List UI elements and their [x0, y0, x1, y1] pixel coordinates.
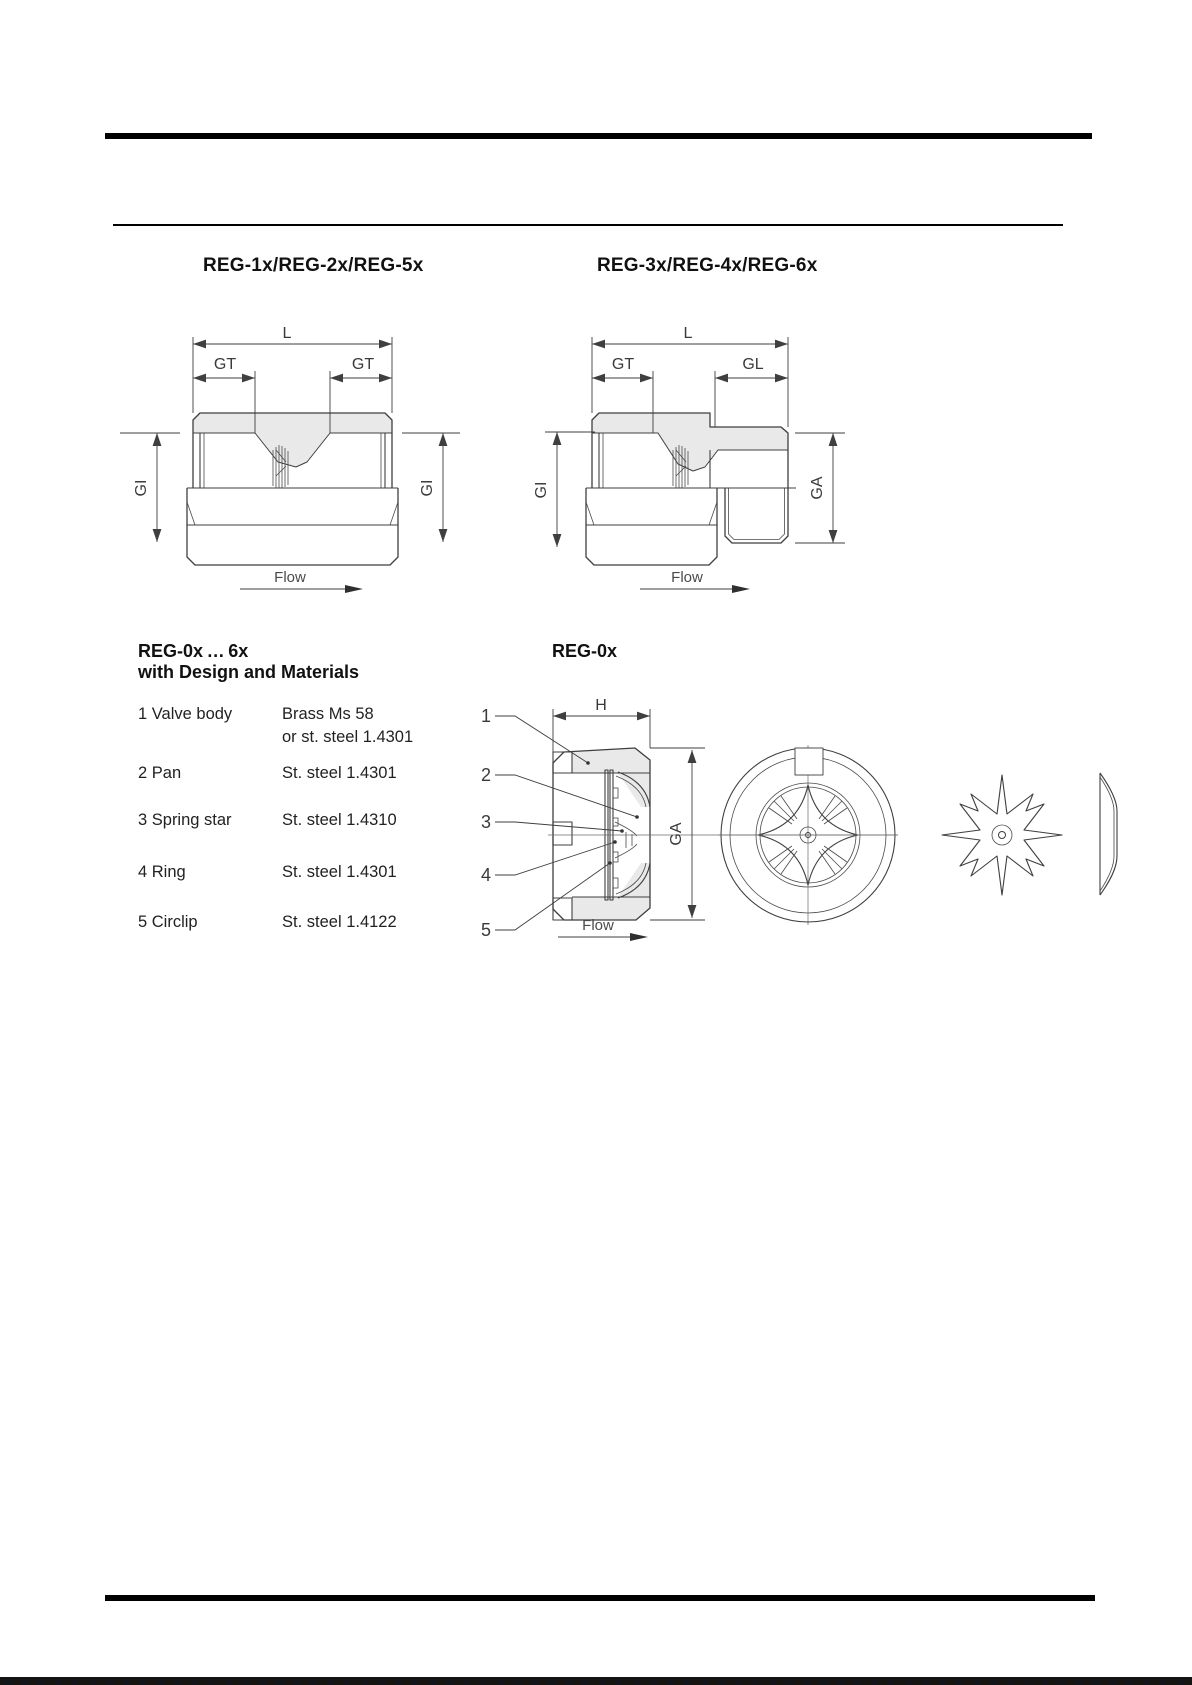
dimension-GI-left [120, 433, 180, 542]
material-row-value: St. steel 1.4301 [282, 863, 397, 881]
material-row-label: 2 Pan [138, 764, 182, 782]
flow-label: Flow [671, 569, 703, 586]
scan-edge-strip [0, 1677, 1192, 1685]
top-rule [105, 133, 1092, 139]
dim-label-L: L [282, 325, 292, 342]
valve-body-hex-outline [187, 488, 398, 565]
dimension-L [592, 325, 788, 427]
spring-star-side-view [1100, 773, 1117, 895]
materials-heading-line1: REG-0x … 6x [138, 641, 249, 661]
section-divider-rule [113, 224, 1063, 226]
diagram-reg1x-2x-5x [100, 290, 480, 605]
materials-heading-line2: with Design and Materials [138, 662, 360, 682]
callout-number: 3 [480, 812, 492, 832]
dimension-GI-right [402, 433, 460, 542]
dim-label-GI: GI [133, 479, 150, 497]
flow-arrow [240, 569, 363, 593]
material-row-value: St. steel 1.4301 [282, 764, 397, 782]
reg0x-heading: REG-0x [552, 641, 618, 661]
material-row-label: 4 Ring [138, 863, 186, 881]
flow-label: Flow [274, 569, 306, 586]
dim-label-GT: GT [351, 356, 375, 373]
bottom-rule [105, 1595, 1095, 1601]
dimension-GA [650, 748, 705, 920]
dim-label-GT: GT [611, 356, 635, 373]
dimension-H [553, 697, 650, 752]
callout-number: 5 [480, 920, 492, 940]
callout-number: 2 [480, 765, 492, 785]
callout-4 [481, 840, 617, 885]
spring-star-part [942, 775, 1062, 895]
dim-label-L: L [683, 325, 693, 342]
dimension-GL [715, 356, 788, 427]
flow-arrow [640, 569, 750, 593]
material-row-value-alt: or st. steel 1.4301 [282, 728, 414, 746]
diagram1-title: REG-1x/REG-2x/REG-5x [203, 255, 424, 276]
diagram2-title: REG-3x/REG-4x/REG-6x [597, 255, 818, 276]
valve-body-hex-outline [586, 488, 717, 565]
body-section-fill [193, 413, 392, 467]
dim-label-GL: GL [742, 356, 764, 373]
dim-label-GI: GI [419, 479, 436, 497]
material-row-value: St. steel 1.4310 [282, 811, 397, 829]
material-row-value: Brass Ms 58 [282, 705, 374, 723]
dim-label-H: H [595, 697, 607, 714]
diagram-reg3x-4x-6x [500, 290, 900, 605]
dimension-GA [795, 433, 845, 543]
material-row-label: 1 Valve body [138, 705, 233, 723]
callout-number: 1 [480, 706, 492, 726]
material-row-label: 5 Circlip [138, 913, 198, 931]
material-row-value: St. steel 1.4122 [282, 913, 397, 931]
dim-label-GI: GI [533, 481, 550, 499]
flow-label: Flow [582, 917, 614, 934]
diagram-reg0x [440, 660, 1140, 960]
dim-label-GT: GT [213, 356, 237, 373]
male-thread-outline [725, 488, 788, 543]
material-row-label: 3 Spring star [138, 811, 232, 829]
dim-label-GA: GA [668, 822, 685, 846]
body-section-fill [592, 413, 788, 471]
callout-number: 4 [480, 865, 492, 885]
dim-label-GA: GA [809, 476, 826, 500]
materials-heading [138, 641, 359, 683]
